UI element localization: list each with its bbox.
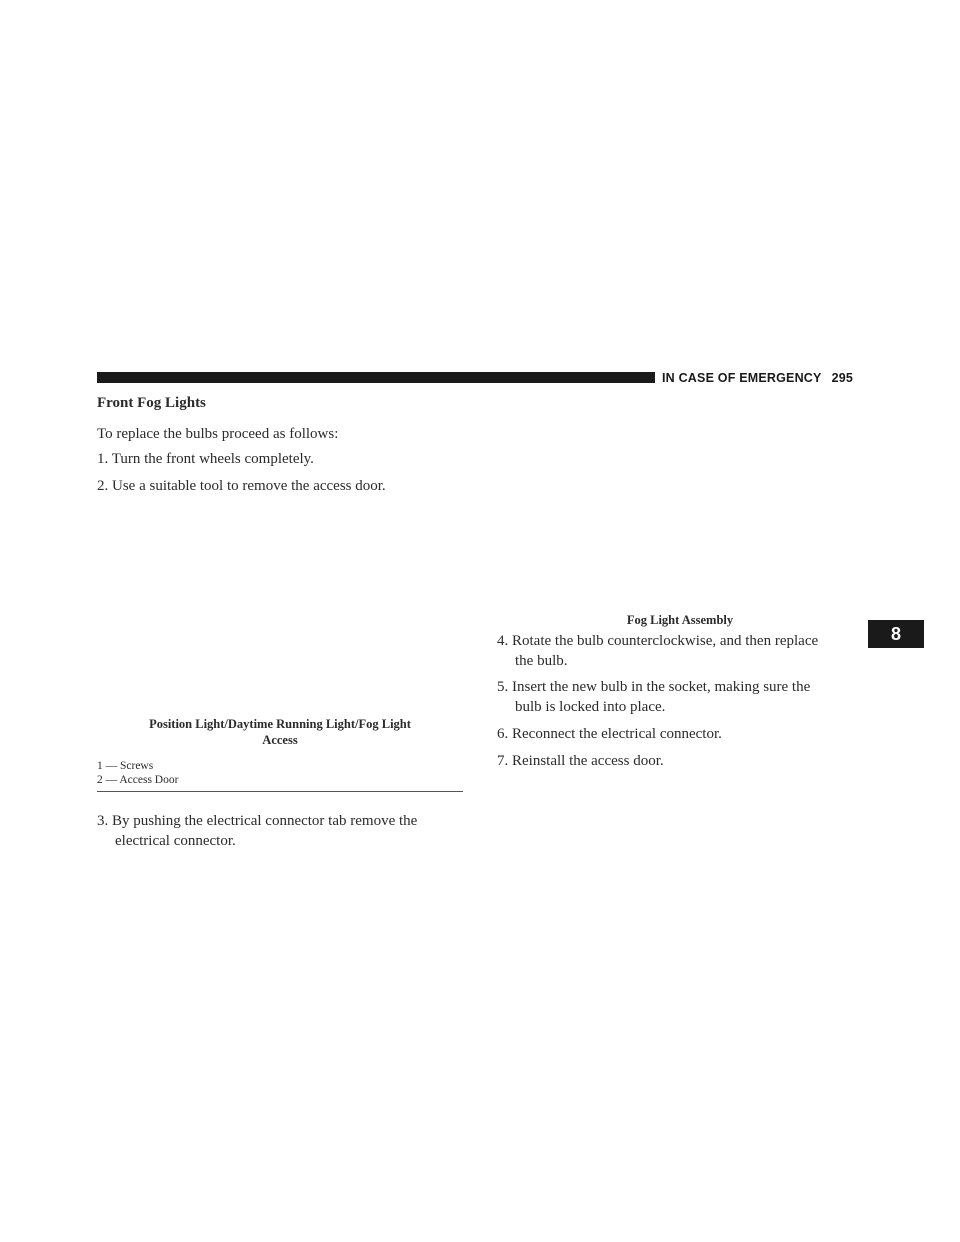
caption-line-1: Position Light/Daytime Running Light/Fog Light bbox=[149, 717, 411, 731]
step-7 bbox=[497, 751, 867, 771]
intro-text: To replace the bulbs proceed as follows: bbox=[97, 426, 339, 442]
legend-item-access-door: 2 — Access Door bbox=[97, 774, 179, 786]
caption-divider bbox=[97, 791, 463, 792]
legend-item-screws: 1 — Screws bbox=[97, 760, 154, 772]
step-5-line-2: bulb is locked into place. bbox=[515, 699, 666, 715]
step-3-line-2: electrical connector. bbox=[115, 833, 236, 849]
step-2: 2. Use a suitable tool to remove the access door. bbox=[97, 478, 386, 494]
section-heading: Front Fog Lights bbox=[97, 395, 206, 411]
step-4-line-2: the bulb. bbox=[515, 653, 568, 669]
figure-caption-fog-light-assembly: Fog Light Assembly bbox=[626, 613, 734, 627]
step-6-line-1: 6. Reconnect the electrical connector. bbox=[497, 726, 722, 742]
step-7-line-1: 7. Reinstall the access door. bbox=[497, 753, 664, 769]
caption-line-2: Access bbox=[262, 733, 298, 747]
page-number: 295 bbox=[831, 371, 854, 385]
section-title: IN CASE OF EMERGENCY bbox=[662, 371, 822, 385]
step-5-line-1: 5. Insert the new bulb in the socket, making sure the bbox=[497, 679, 811, 695]
step-6 bbox=[497, 724, 867, 744]
chapter-tab: 8 bbox=[868, 620, 924, 648]
step-3 bbox=[97, 811, 467, 851]
figure-caption-access bbox=[97, 716, 463, 748]
step-1: 1. Turn the front wheels completely. bbox=[97, 451, 314, 467]
step-3-line-1: 3. By pushing the electrical connector tab remove the bbox=[97, 813, 418, 829]
step-4 bbox=[497, 631, 867, 671]
step-4-line-1: 4. Rotate the bulb counterclockwise, and then replace bbox=[497, 633, 819, 649]
header-rule-bar bbox=[97, 372, 655, 383]
step-5 bbox=[497, 677, 867, 717]
figure-legend bbox=[97, 759, 178, 787]
running-header bbox=[662, 371, 862, 385]
